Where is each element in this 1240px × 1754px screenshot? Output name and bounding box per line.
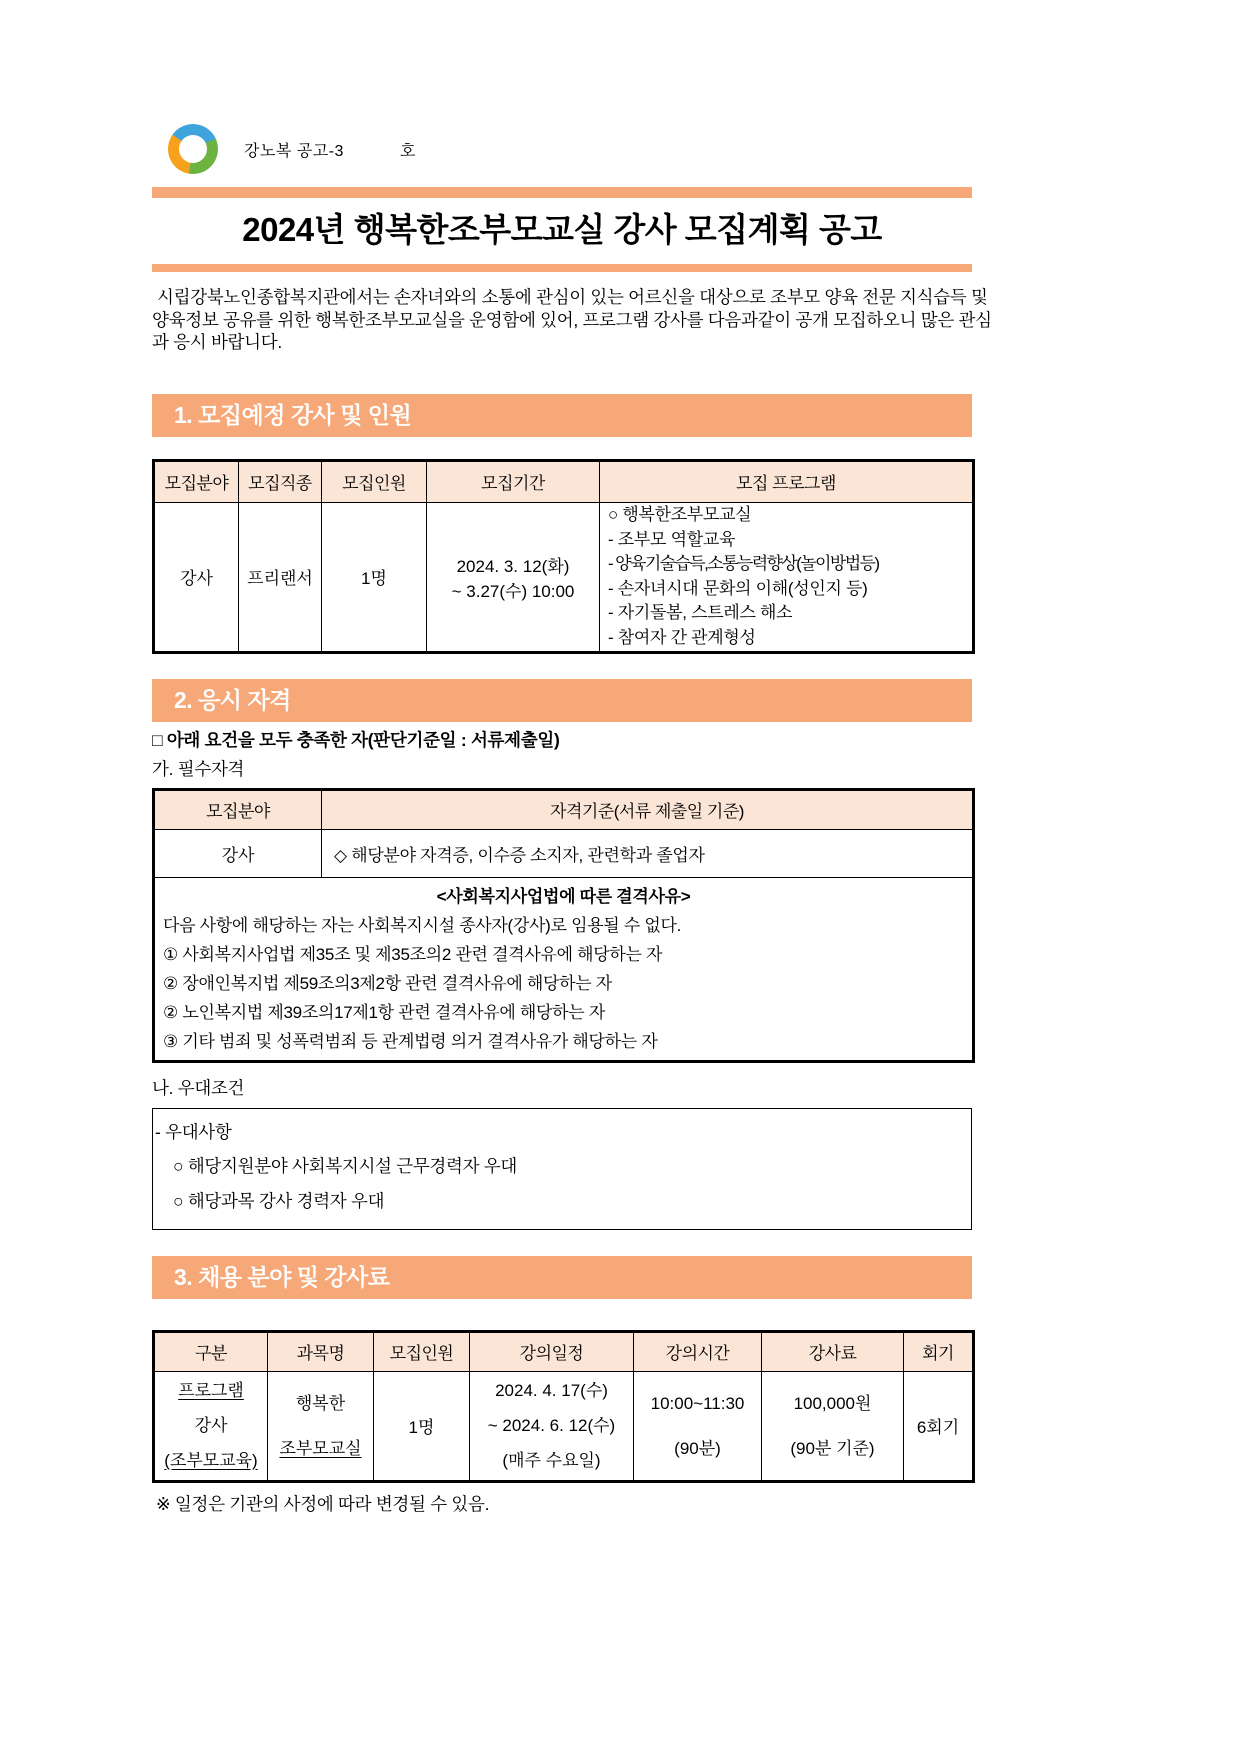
table-header-row xyxy=(154,1331,974,1371)
col-header-sessions: 회기 xyxy=(904,1331,974,1371)
disqualification-line: ② 장애인복지법 제59조의3제2항 관련 결격사유에 해당하는 자 xyxy=(163,973,612,993)
col-header-count: 모집인원 xyxy=(374,1331,470,1371)
fee-line: (90분 기준) xyxy=(790,1438,875,1458)
cell-fee xyxy=(762,1371,904,1481)
schedule-line: ~ 2024. 6. 12(수) xyxy=(487,1416,616,1435)
cell-sessions: 6회기 xyxy=(904,1371,974,1481)
doc-header xyxy=(152,123,972,175)
qualification-table xyxy=(152,788,975,1063)
program-item: - 조부모 역할교육 xyxy=(608,529,736,549)
cell-field: 강사 xyxy=(154,502,239,652)
cell-count: 1명 xyxy=(374,1371,470,1481)
schedule-change-footnote: ※ 일정은 기관의 사정에 따라 변경될 수 있음. xyxy=(156,1493,490,1514)
table-row xyxy=(154,829,974,877)
document-page xyxy=(152,0,992,1516)
cell-count: 1명 xyxy=(322,502,427,652)
period-line-1: 2024. 3. 12(화) xyxy=(456,556,570,576)
cell-criteria: ◇ 해당분야 자격증, 이수증 소지자, 관련학과 졸업자 xyxy=(322,829,974,877)
subject-line: 행복한 xyxy=(295,1393,346,1413)
sub-label-preference: 나. 우대조건 xyxy=(152,1077,245,1098)
cell-schedule xyxy=(470,1371,634,1481)
col-header-program: 모집 프로그램 xyxy=(600,460,974,502)
col-header-field: 모집분야 xyxy=(154,460,239,502)
schedule-line: 2024. 4. 17(수) xyxy=(495,1381,608,1400)
col-header-fee: 강사료 xyxy=(762,1331,904,1371)
cell-subject xyxy=(268,1371,374,1481)
category-line: 프로그램 xyxy=(178,1381,244,1400)
cell-category xyxy=(154,1371,268,1481)
table-header-row xyxy=(154,789,974,829)
section-1-heading: 1. 모집예정 강사 및 인원 xyxy=(152,394,972,437)
program-item: - 손자녀시대 문화의 이해(성인지 등) xyxy=(608,578,868,598)
table-header-row xyxy=(154,460,974,502)
intro-paragraph: 시립강북노인종합복지관에서는 손자녀와의 소통에 관심이 있는 어르신을 대상으로 조부모 양육 전문 지식습득 및 양육정보 공유를 위한 행복한조부모교실을 운영함에 있어, 프로그램 강사를 다음과같이 공개 모집하오니 많은 관심과 응시 바랍니다. xyxy=(152,287,992,352)
requirement-note: □ 아래 요건을 모두 충족한 자(판단기준일 : 서류제출일) xyxy=(152,729,560,750)
title-divider-top xyxy=(152,187,972,198)
fee-table xyxy=(152,1330,975,1483)
col-header-field: 모집분야 xyxy=(154,789,322,829)
preference-title: - 우대사항 xyxy=(155,1121,232,1142)
program-item: - 양육기술습득,소통능력향상(놀이방법등) xyxy=(608,554,879,573)
time-line: (90분) xyxy=(674,1438,721,1458)
disqualification-line: ② 노인복지법 제39조의17제1항 관련 결격사유에 해당하는 자 xyxy=(163,1002,605,1022)
table-row xyxy=(154,1371,974,1481)
disqualification-title: <사회복지사업법에 따른 결격사유> xyxy=(436,886,691,906)
section-3-heading: 3. 채용 분야 및 강사료 xyxy=(152,1256,972,1299)
category-line: (조부모교육) xyxy=(164,1451,258,1470)
preference-item: ○ 해당과목 강사 경력자 우대 xyxy=(173,1190,385,1211)
col-header-schedule: 강의일정 xyxy=(470,1331,634,1371)
program-item: - 자기돌봄, 스트레스 해소 xyxy=(608,603,793,622)
page-title: 2024년 행복한조부모교실 강사 모집계획 공고 xyxy=(242,211,882,248)
program-item: - 참여자 간 관계형성 xyxy=(608,627,756,647)
time-line: 10:00~11:30 xyxy=(650,1393,745,1413)
col-header-criteria: 자격기준(서류 제출일 기준) xyxy=(322,789,974,829)
sub-label-required: 가. 필수자격 xyxy=(152,758,245,779)
cell-jobtype: 프리랜서 xyxy=(239,502,322,652)
disqualification-row xyxy=(154,877,974,1061)
disqualification-line: ③ 기타 범죄 및 성폭력범죄 등 관계법령 의거 결격사유가 해당하는 자 xyxy=(163,1031,658,1051)
cell-disqualification xyxy=(154,877,974,1061)
preference-box xyxy=(152,1108,972,1230)
doc-number: 강노복 공고-3 xyxy=(244,142,344,160)
title-divider-bottom xyxy=(152,264,972,272)
program-item: ○ 행복한조부모교실 xyxy=(608,505,752,524)
col-header-time: 강의시간 xyxy=(634,1331,762,1371)
recruitment-plan-table xyxy=(152,459,975,654)
cell-period xyxy=(427,502,600,652)
subject-line: 조부모교실 xyxy=(279,1438,362,1458)
col-header-count: 모집인원 xyxy=(322,460,427,502)
schedule-line: (매주 수요일) xyxy=(502,1451,601,1470)
doc-number-suffix: 호 xyxy=(399,142,416,160)
table-row xyxy=(154,502,974,652)
cell-programs xyxy=(600,502,974,652)
cell-field: 강사 xyxy=(154,829,322,877)
preference-item: ○ 해당지원분야 사회복지시설 근무경력자 우대 xyxy=(173,1155,518,1176)
cell-time xyxy=(634,1371,762,1481)
section-2-heading: 2. 응시 자격 xyxy=(152,679,972,722)
disqualification-line: ① 사회복지사업법 제35조 및 제35조의2 관련 결격사유에 해당하는 자 xyxy=(163,944,663,964)
col-header-period: 모집기간 xyxy=(427,460,600,502)
period-line-2: ~ 3.27(수) 10:00 xyxy=(451,581,575,601)
organization-logo-icon xyxy=(162,118,223,179)
col-header-subject: 과목명 xyxy=(268,1331,374,1371)
col-header-jobtype: 모집직종 xyxy=(239,460,322,502)
category-line: 강사 xyxy=(194,1416,228,1435)
disqualification-line: 다음 사항에 해당하는 자는 사회복지시설 종사자(강사)로 임용될 수 없다. xyxy=(163,915,682,935)
fee-line: 100,000원 xyxy=(793,1393,872,1413)
col-header-category: 구분 xyxy=(154,1331,268,1371)
